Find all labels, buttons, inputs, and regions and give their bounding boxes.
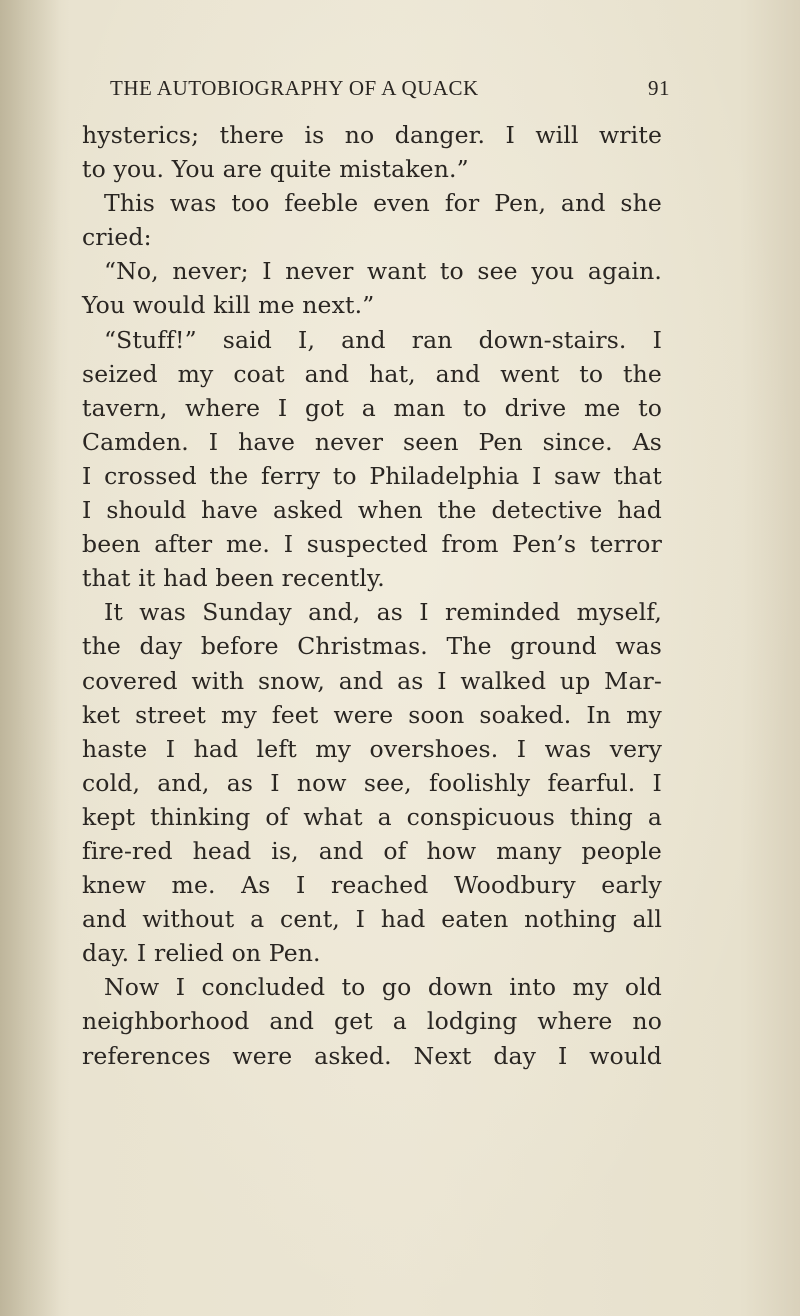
text-line: “Stuff!” said I, and ran down-stairs. I [104, 325, 662, 354]
text-line: covered with snow, and as I walked up Mar- [82, 666, 662, 695]
text-line: and without a cent, I had eaten nothing all [82, 905, 662, 934]
text-line: cold, and, as I now see, foolishly fearful. I [82, 768, 662, 797]
text-line: “No, never; I never want to see you again. [104, 257, 662, 286]
text-line: You would kill me next.” [82, 291, 375, 320]
running-head [110, 76, 670, 101]
text-line: to you. You are quite mistaken.” [82, 155, 469, 184]
text-line: the day before Christmas. The ground was [82, 632, 662, 661]
text-line: cried: [82, 223, 152, 252]
text-line: This was too feeble even for Pen, and she [104, 189, 662, 218]
body-text [82, 118, 662, 1073]
text-line: haste I had left my overshoes. I was very [82, 734, 662, 763]
text-line: tavern, where I got a man to drive me to [82, 393, 662, 422]
text-line: day. I relied on Pen. [82, 939, 321, 968]
text-line: that it had been recently. [82, 564, 385, 593]
text-line: It was Sunday and, as I reminded myself, [104, 598, 662, 627]
text-line: fire-red head is, and of how many people [82, 836, 662, 865]
text-line: references were asked. Next day I would [82, 1041, 662, 1070]
running-head-title: THE AUTOBIOGRAPHY OF A QUACK [110, 76, 479, 100]
page-edge-shading [0, 0, 60, 1316]
text-line: hysterics; there is no danger. I will write [82, 121, 662, 149]
text-line: kept thinking of what a conspicuous thing a [82, 802, 662, 831]
text-line: neighborhood and get a lodging where no [82, 1007, 662, 1036]
text-line: ket street my feet were soon soaked. In my [82, 700, 662, 729]
text-line: knew me. As I reached Woodbury early [82, 871, 662, 900]
text-line: Camden. I have never seen Pen since. As [82, 427, 662, 456]
page-number: 91 [648, 76, 670, 100]
text-line: I crossed the ferry to Philadelphia I saw that [82, 461, 662, 490]
text-line: been after me. I suspected from Pen’s terror [82, 530, 662, 559]
text-line: I should have asked when the detective had [82, 496, 662, 525]
text-line: seized my coat and hat, and went to the [82, 359, 662, 388]
text-line: Now I concluded to go down into my old [104, 973, 662, 1002]
